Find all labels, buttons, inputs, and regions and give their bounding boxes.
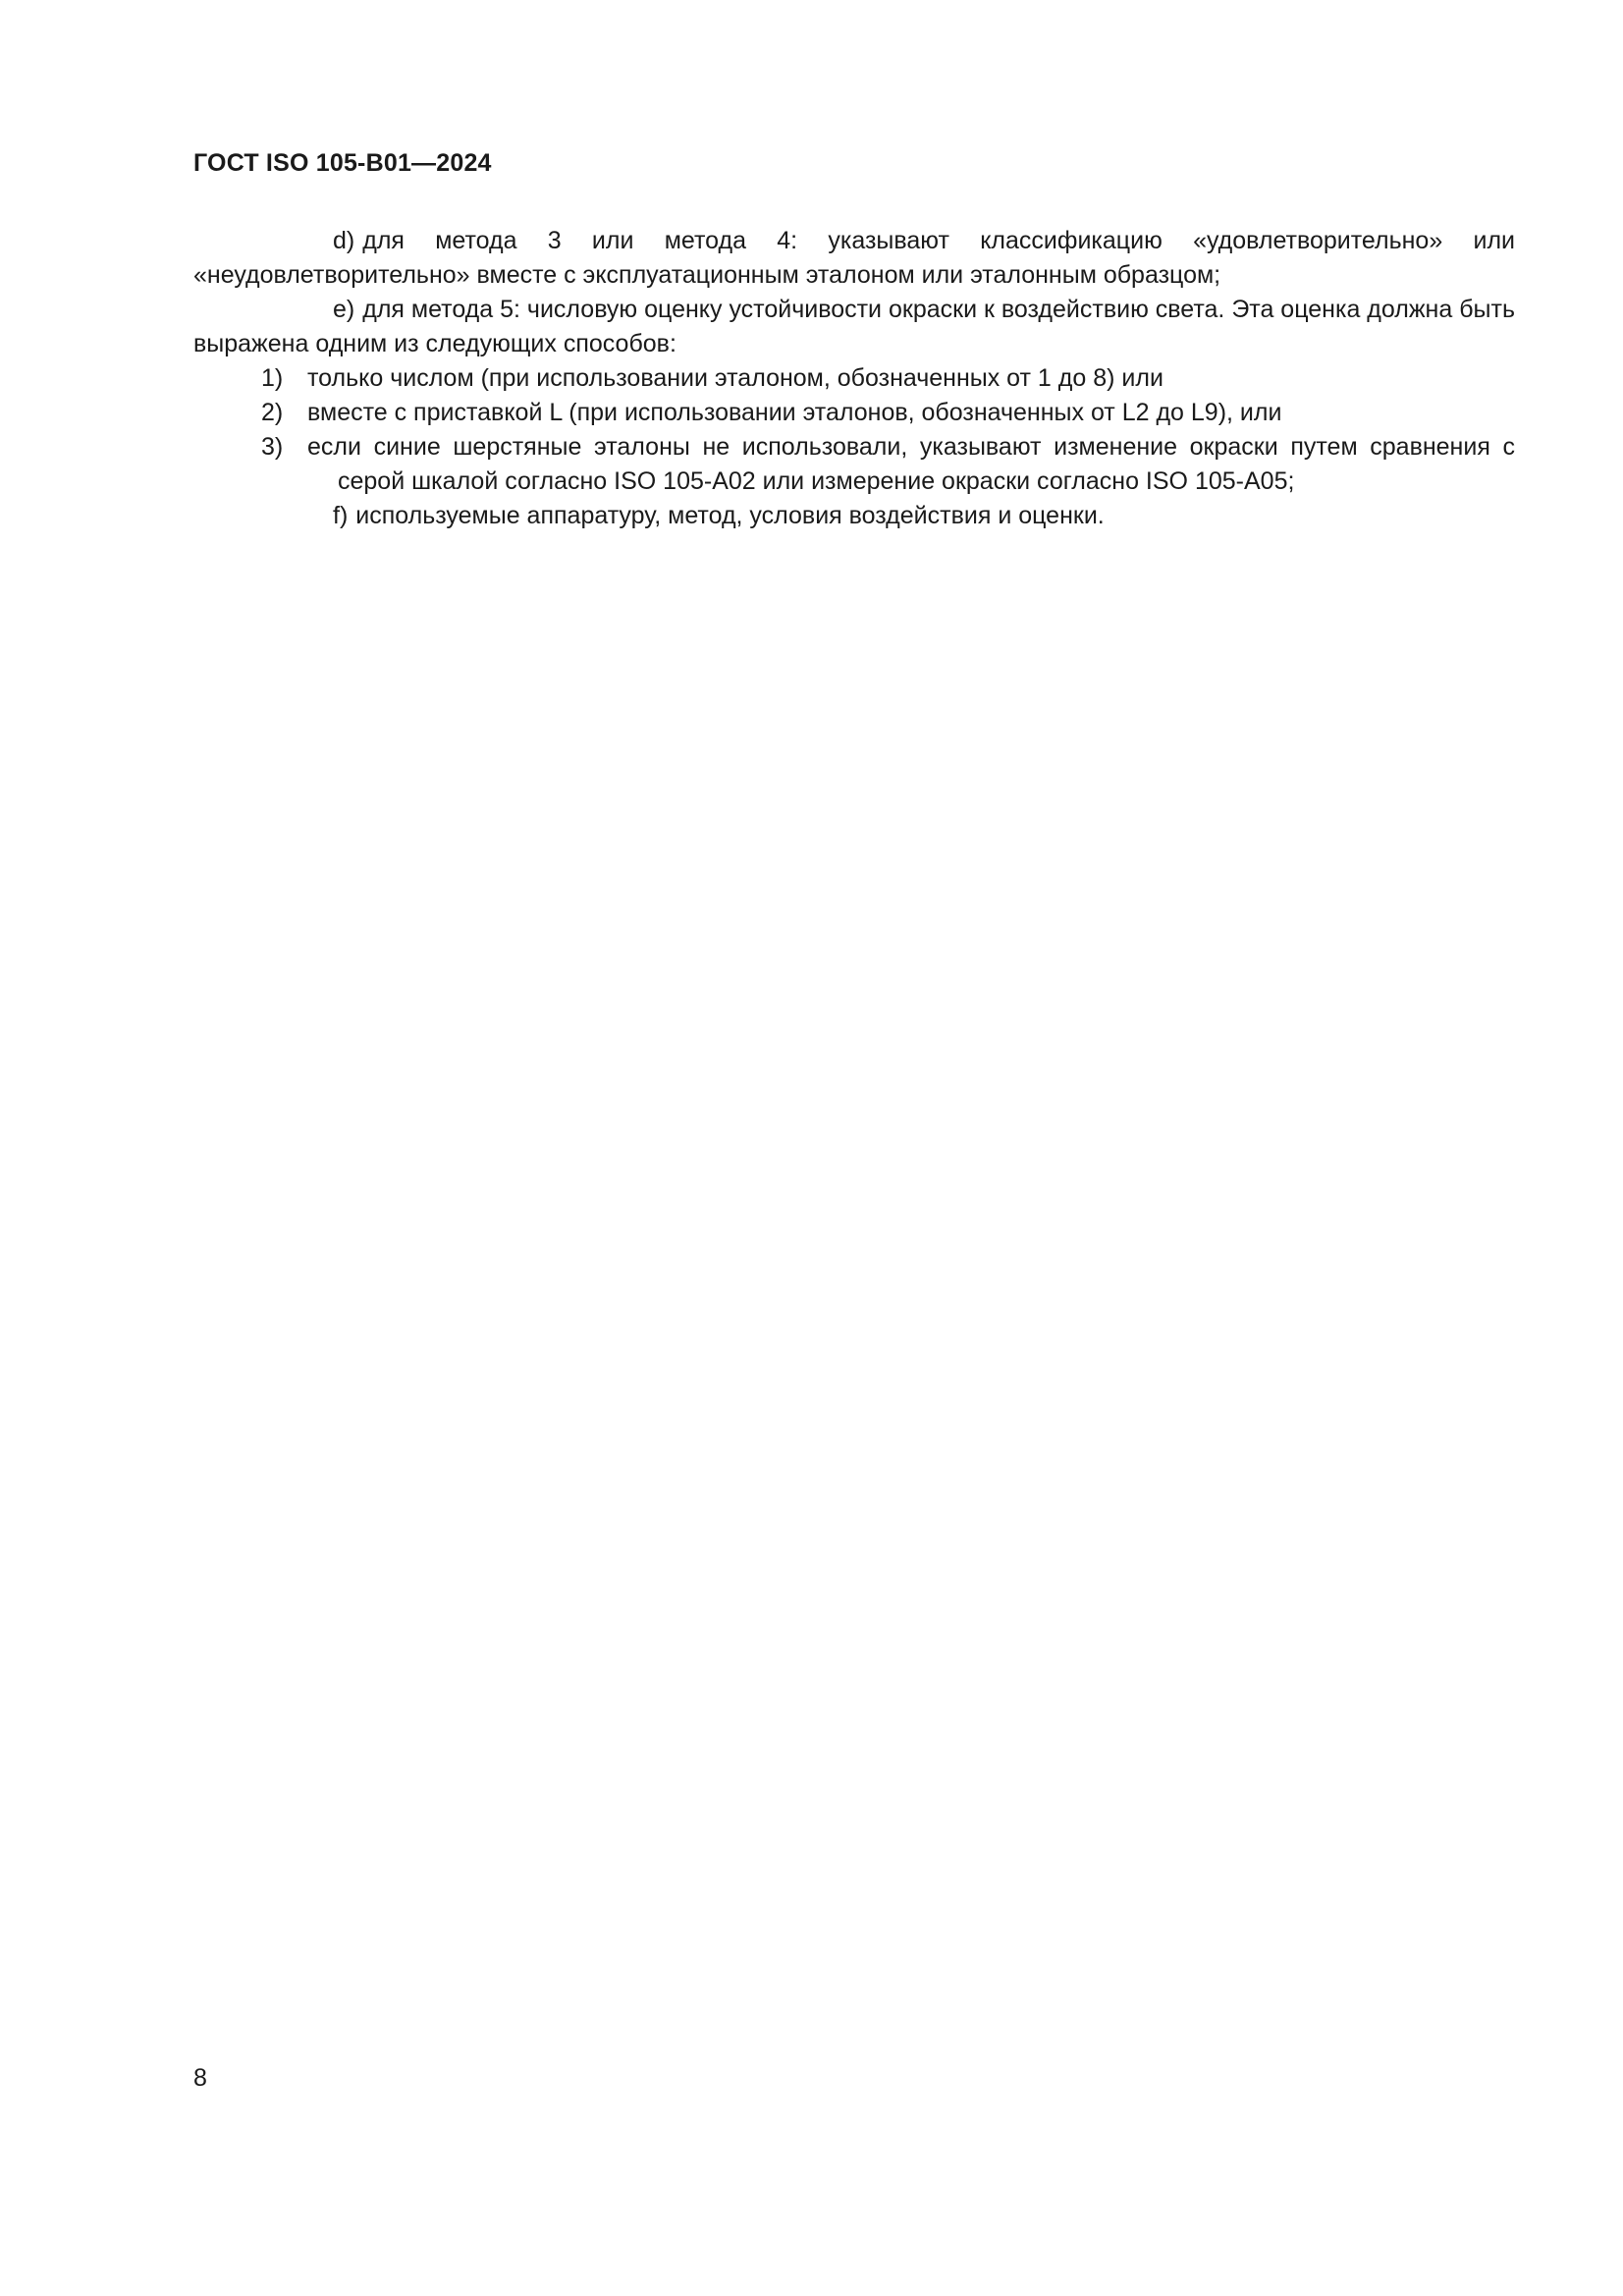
list-item-text: используемые аппаратуру, метод, условия воздействия и оценки. bbox=[355, 502, 1105, 529]
document-body bbox=[193, 224, 1515, 533]
list-marker: d) bbox=[333, 227, 355, 254]
sub-item-3: 3) если синие шерстяные эталоны не использовали, указывают изменение окраски путем сравнения с серой шкалой согласно ISO 105-A02 или измерение окраски согласно ISO 105-A05; bbox=[261, 433, 1515, 495]
sub-item-text: только числом (при использовании эталоном, обозначенных от 1 до 8) или bbox=[307, 364, 1163, 392]
list-item-text: для метода 5: числовую оценку устойчивости окраски к воздействию света. Эта оценка должна быть выражена одним из следующих способов: bbox=[193, 296, 1515, 357]
list-item-text: для метода 3 или метода 4: указывают классификацию «удовлетворительно» или «неудовлетворительно» вместе с эксплуатационным эталоном или эталонным образцом; bbox=[193, 227, 1515, 289]
page-number: 8 bbox=[193, 2064, 207, 2092]
sub-item-1: 1) только числом (при использовании эталоном, обозначенных от 1 до 8) или bbox=[261, 364, 1163, 392]
list-item-d bbox=[193, 224, 1515, 293]
sub-item-2: 2) вместе с приставкой L (при использовании эталонов, обозначенных от L2 до L9), или bbox=[261, 399, 1282, 426]
sub-item-text: если синие шерстяные эталоны не использовали, указывают изменение окраски путем сравнения с серой шкалой согласно ISO 105-A02 или измерение окраски согласно ISO 105-A05; bbox=[307, 433, 1515, 495]
document-header: ГОСТ ISO 105-B01—2024 bbox=[193, 149, 492, 177]
list-item-e bbox=[193, 293, 1515, 361]
list-marker: f) bbox=[333, 502, 349, 529]
list-item-f bbox=[193, 499, 1515, 533]
sub-item-text: вместе с приставкой L (при использовании эталонов, обозначенных от L2 до L9), или bbox=[307, 399, 1282, 426]
list-marker: e) bbox=[333, 296, 355, 323]
